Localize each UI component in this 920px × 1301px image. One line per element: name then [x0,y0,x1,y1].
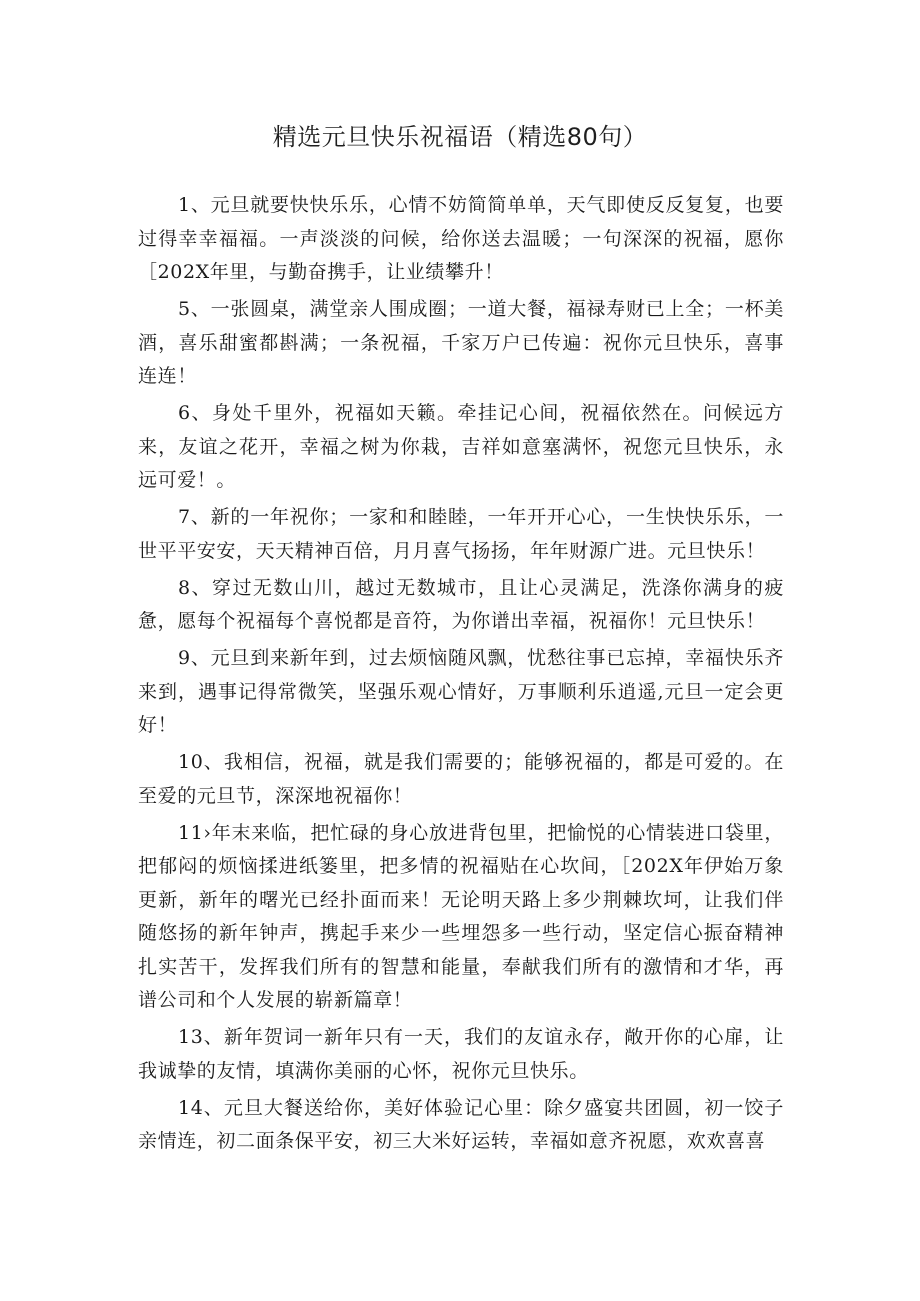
paragraph: 7、新的一年祝你；一家和和睦睦，一年开开心心，一生快快乐乐，一世平平安安，天天精神百倍，月月喜气扬扬，年年财源广进。元旦快乐！ [138,506,784,562]
paragraph: 9、元旦到来新年到，过去烦恼随风飘，忧愁往事已忘掉，幸福快乐齐来到，遇事记得常微笑，坚强乐观心情好，万事顺利乐逍遥,元旦一定会更好！ [138,647,784,736]
paragraph: 8、穿过无数山川，越过无数城市，且让心灵满足，洗涤你满身的疲惫，愿每个祝福每个喜悦都是音符，为你谱出幸福，祝福你！元旦快乐！ [138,576,784,632]
paragraph: 11›年末来临，把忙碌的身心放进背包里，把愉悦的心情装进口袋里，把郁闷的烦恼揉进纸篓里，把多情的祝福贴在心坎间，［202X年伊始万象更新，新年的曙光已经扑面而来！无论明天路上多少荆棘坎坷，让我们伴随悠扬的新年钟声，携起手来少一些埋怨多一些行动，坚定信心振奋精神扎实苦干，发挥我们所有的智慧和能量，奉献我们所有的激情和才华，再谱公司和个人发展的崭新篇章！ [138,821,784,1011]
document-body [138,189,784,1162]
paragraph: 1、元旦就要快快乐乐，心情不妨简简单单，天气即使反反复复，也要过得幸幸福福。一声淡淡的问候，给你送去温暖；一句深深的祝福，愿你［202X年里，与勤奋携手，让业绩攀升！ [138,194,784,283]
paragraph: 10、我相信，祝福，就是我们需要的；能够祝福的，都是可爱的。在至爱的元旦节，深深地祝福你！ [138,751,784,807]
paragraph: 5、一张圆桌，满堂亲人围成圈；一道大餐，福禄寿财已上全；一杯美酒，喜乐甜蜜都斟满；一条祝福，千家万户已传遍：祝你元旦快乐，喜事连连！ [138,298,784,387]
paragraph: 14、元旦大餐送给你，美好体验记心里：除夕盛宴共团圆，初一饺子亲情连，初二面条保平安，初三大米好运转，幸福如意齐祝愿，欢欢喜喜 [138,1096,784,1152]
paragraph: 6、身处千里外，祝福如天籁。牵挂记心间，祝福依然在。问候远方来，友谊之花开，幸福之树为你栽，吉祥如意塞满怀，祝您元旦快乐，永远可爱！。 [138,402,784,491]
paragraph: 13、新年贺词一新年只有一天，我们的友谊永存，敞开你的心扉，让我诚挚的友情，填满你美丽的心怀，祝你元旦快乐。 [138,1026,784,1082]
document-title: 精选元旦快乐祝福语（精选80句） [272,123,648,151]
